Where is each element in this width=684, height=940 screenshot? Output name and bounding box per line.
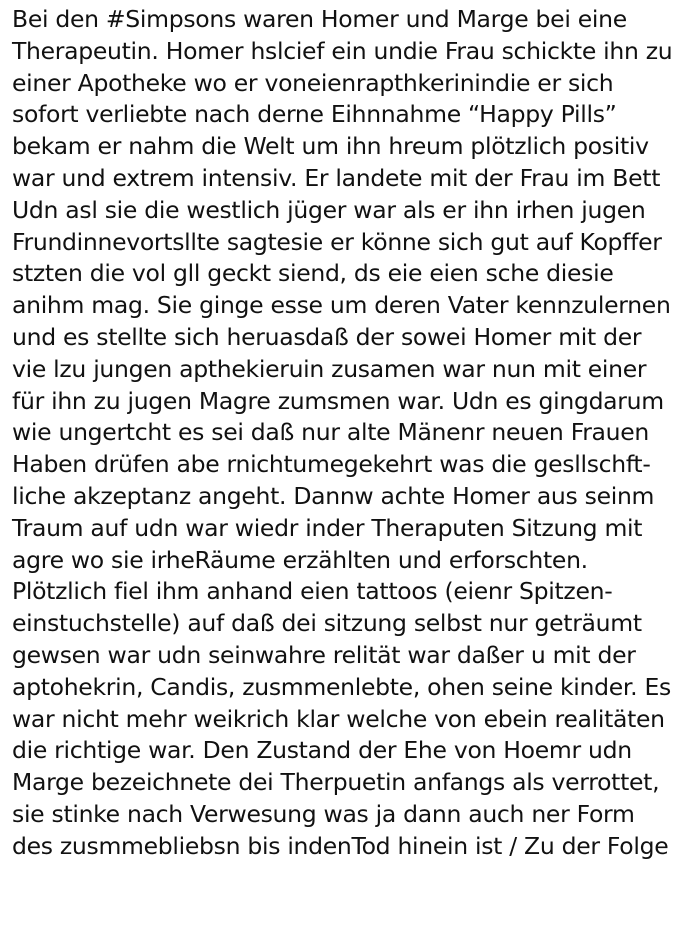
text-line: Marge bezeichnete dei Therpuetin anfangs als verrottet,	[12, 768, 660, 797]
text-line: und es stellte sich heruasdaß der sowei Homer mit der	[12, 322, 642, 351]
text-line: war nicht mehr weikrich klar welche von ebein realitäten	[12, 704, 665, 733]
text-line: agre wo sie irheRäume erzählten und erforschten.	[12, 545, 588, 574]
text-line: Bei den #Simpsons waren Homer und Marge bei eine	[12, 5, 627, 33]
text-line: des zusmmebliebsn bis indenTod hinein ist / Zu der Folge	[12, 831, 669, 860]
text-line: die richtige war. Den Zustand der Ehe von Hoemr udn	[12, 736, 632, 765]
text-line: war und extrem intensiv. Er landete mit der Frau im Bett	[12, 163, 661, 192]
text-line: Frundinnevortsllte sagtesie er könne sich gut auf Kopffer	[12, 227, 662, 256]
text-line: wie ungertcht es sei daß nur alte Mänenr neuen Frauen	[12, 418, 650, 447]
text-line: Traum auf udn war wiedr inder Theraputen Sitzung mit	[12, 513, 643, 542]
text-line: bekam er nahm die Welt um ihn hreum plötzlich positiv	[12, 132, 649, 161]
text-line: sofort verliebte nach derne Eihnnahme “Happy Pills”	[12, 100, 617, 129]
text-line: für ihn zu jugen Magre zumsmen war. Udn es gingdarum	[12, 386, 664, 415]
text-line: Therapeutin. Homer hslcief ein undie Frau schickte ihn zu	[12, 36, 673, 65]
text-line: Haben drüfen abe rnichtumegekehrt was die gesllschft-	[12, 450, 651, 479]
text-line: einstuchstelle) auf daß dei sitzung selbst nur geträumt	[12, 609, 642, 638]
text-line: aptohekrin, Candis, zusmmenlebte, ohen seine kinder. Es	[12, 672, 671, 701]
text-line: Plötzlich fiel ihm anhand eien tattoos (eienr Spitzen-	[12, 577, 613, 606]
text-line: einer Apotheke wo er voneienrapthkerinindie er sich	[12, 68, 614, 97]
document-body-text	[12, 4, 684, 863]
text-line: stzten die vol gll geckt siend, ds eie eien sche diesie	[12, 259, 614, 288]
text-line: vie lzu jungen apthekieruin zusamen war nun mit einer	[12, 354, 647, 383]
text-line: anihm mag. Sie ginge esse um deren Vater kennzulernen	[12, 291, 671, 320]
text-line: liche akzeptanz angeht. Dannw achte Homer aus seinm	[12, 481, 655, 510]
text-line: gewsen war udn seinwahre relität war daßer u mit der	[12, 640, 636, 669]
text-line: sie stinke nach Verwesung was ja dann auch ner Form	[12, 799, 635, 828]
text-line: Udn asl sie die westlich jüger war als er ihn irhen jugen	[12, 195, 646, 224]
